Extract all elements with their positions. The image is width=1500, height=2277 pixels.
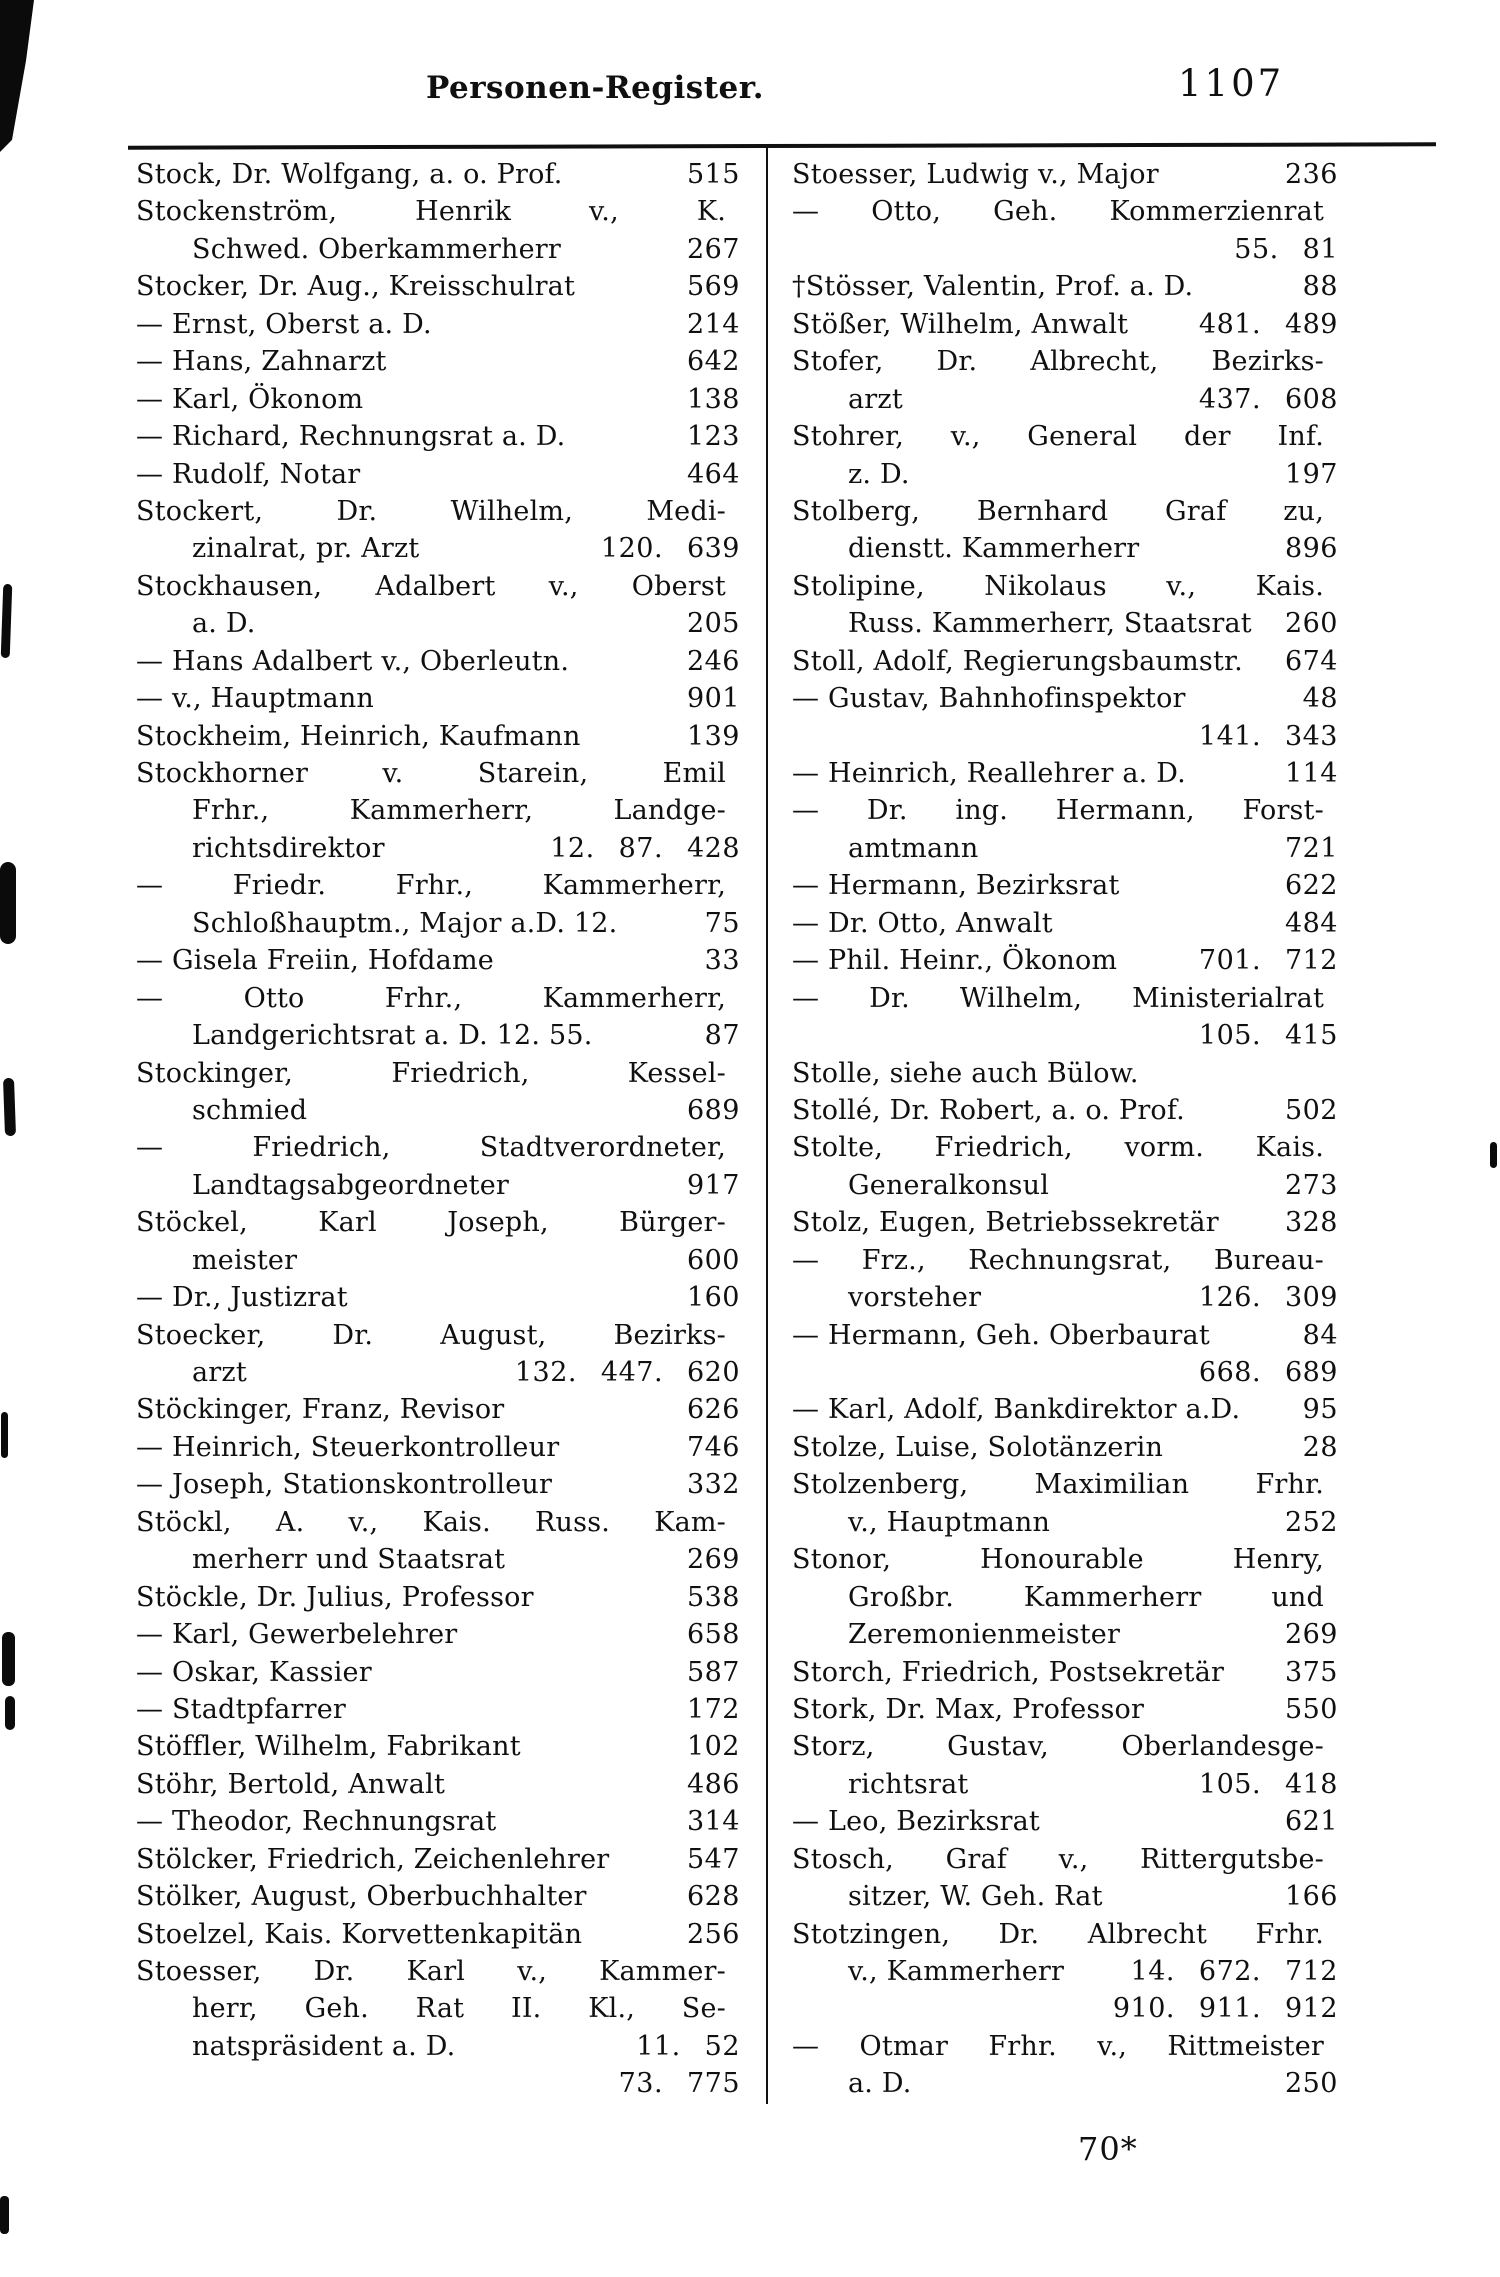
- scan-artifact: [0, 862, 16, 944]
- index-entry-line: [792, 1616, 1338, 1653]
- index-entry-line: [136, 1504, 740, 1541]
- entry-text: — Frz., Rechnungsrat, Bureau-: [792, 1244, 1324, 1276]
- entry-pages: 88: [1302, 271, 1338, 303]
- index-entry-line: [792, 680, 1338, 717]
- entry-text: Stolz, Eugen, Betriebssekretär: [792, 1207, 1219, 1239]
- index-entry-line: [136, 381, 740, 418]
- entry-text: — Otto, Geh. Kommerzienrat: [792, 196, 1324, 228]
- entry-pages: 33: [704, 945, 740, 977]
- entry-pages: 75: [704, 907, 740, 939]
- entry-pages: 84: [1302, 1319, 1338, 1351]
- entry-text: — Heinrich, Reallehrer a. D.: [792, 758, 1186, 789]
- index-entry-line: [792, 2028, 1338, 2065]
- scan-artifact: [0, 2196, 9, 2234]
- index-entry-line: [136, 1916, 740, 1953]
- entry-pages: 269: [1284, 1619, 1338, 1651]
- entry-pages: 668. 689: [1198, 1357, 1338, 1388]
- scan-artifact: [3, 1078, 16, 1136]
- index-entry-line: [792, 718, 1338, 755]
- entry-text: Stölker, August, Oberbuchhalter: [136, 1881, 587, 1913]
- index-entry-line: [792, 980, 1338, 1017]
- entry-text: zinalrat, pr. Arzt: [192, 533, 420, 565]
- index-entry-line: [136, 1391, 740, 1428]
- entry-pages: 205: [686, 608, 740, 640]
- entry-text: Stößer, Wilhelm, Anwalt: [792, 308, 1129, 340]
- entry-pages: 674: [1284, 645, 1338, 677]
- entry-pages: 160: [686, 1282, 740, 1314]
- entry-text: — v., Hauptmann: [136, 683, 375, 715]
- entry-text: Stofer, Dr. Albrecht, Bezirks-: [792, 346, 1324, 378]
- entry-text: Schwed. Oberkammerherr: [192, 233, 561, 265]
- entry-pages: 236: [1284, 159, 1338, 190]
- entry-text: Schloßhauptm., Major a.D. 12.: [192, 907, 618, 939]
- entry-pages: 587: [686, 1656, 740, 1688]
- index-entry-line: [136, 1878, 740, 1915]
- entry-text: Stolte, Friedrich, vorm. Kais.: [792, 1132, 1324, 1164]
- index-entry-line: [792, 1204, 1338, 1241]
- index-entry-line: [792, 1728, 1338, 1765]
- entry-pages: 166: [1284, 1881, 1338, 1913]
- entry-text: — Dr., Justizrat: [136, 1282, 348, 1314]
- entry-pages: 11. 52: [636, 2030, 740, 2062]
- entry-pages: 642: [686, 346, 740, 378]
- index-entry-line: [136, 1766, 740, 1803]
- index-entry-line: [792, 1317, 1338, 1354]
- entry-text: — Dr. Otto, Anwalt: [792, 907, 1053, 939]
- index-entry-line: [136, 1354, 740, 1391]
- entry-text: richtsrat: [848, 1768, 969, 1800]
- entry-text: Stöckel, Karl Joseph, Bürger-: [136, 1207, 726, 1239]
- index-entry-line: [136, 980, 740, 1017]
- entry-pages: 515: [686, 159, 740, 190]
- index-entry-line: [792, 605, 1338, 642]
- entry-text: — Hans, Zahnarzt: [136, 346, 387, 378]
- entry-text: Stölcker, Friedrich, Zeichenlehrer: [136, 1843, 610, 1875]
- entry-text: Stoelzel, Kais. Korvettenkapitän: [136, 1918, 583, 1950]
- entry-pages: 269: [686, 1544, 740, 1576]
- entry-pages: 502: [1284, 1094, 1338, 1126]
- entry-text: Stockhorner v. Starein, Emil: [136, 758, 726, 789]
- index-entry-line: [136, 1055, 740, 1092]
- index-entry-line: [136, 493, 740, 530]
- index-entry-line: [136, 568, 740, 605]
- entry-pages: 246: [686, 645, 740, 677]
- entry-text: Stolberg, Bernhard Graf zu,: [792, 495, 1324, 527]
- entry-pages: 114: [1284, 758, 1338, 789]
- entry-pages: 486: [686, 1768, 740, 1800]
- entry-pages: 256: [686, 1918, 740, 1950]
- index-entry-line: [136, 268, 740, 305]
- entry-pages: 105. 415: [1198, 1020, 1338, 1052]
- entry-text: — Richard, Rechnungsrat a. D.: [136, 421, 566, 453]
- entry-text: — Stadtpfarrer: [136, 1693, 347, 1725]
- index-entry-line: [792, 1129, 1338, 1166]
- index-entry-line: [136, 792, 740, 829]
- index-entry-line: [136, 942, 740, 979]
- index-entry-line: [136, 1167, 740, 1204]
- entry-text: richtsdirektor: [192, 832, 385, 864]
- index-entry-line: [792, 156, 1338, 193]
- entry-pages: 102: [686, 1731, 740, 1763]
- entry-pages: 314: [686, 1806, 740, 1838]
- entry-text: — Oskar, Kassier: [136, 1656, 372, 1688]
- entry-pages: 600: [686, 1244, 740, 1276]
- entry-pages: 252: [1284, 1506, 1338, 1538]
- entry-pages: 132. 447. 620: [514, 1357, 740, 1388]
- entry-pages: 126. 309: [1198, 1282, 1338, 1314]
- entry-text: Stockheim, Heinrich, Kaufmann: [136, 720, 581, 752]
- signature-mark: 70*: [1078, 2130, 1138, 2168]
- index-entry-line: [136, 343, 740, 380]
- index-entry-line: [136, 1279, 740, 1316]
- index-entry-line: [792, 1391, 1338, 1428]
- index-entry-line: [792, 418, 1338, 455]
- entry-text: a. D.: [192, 608, 256, 640]
- index-entry-line: [136, 718, 740, 755]
- entry-pages: 197: [1284, 458, 1338, 490]
- index-entry-line: [792, 1766, 1338, 1803]
- entry-text: arzt: [192, 1357, 247, 1388]
- index-entry-line: [136, 2028, 740, 2065]
- entry-pages: 172: [686, 1693, 740, 1725]
- index-entry-line: [792, 643, 1338, 680]
- entry-text: — Phil. Heinr., Ökonom: [792, 945, 1118, 977]
- entry-text: Stöckinger, Franz, Revisor: [136, 1394, 505, 1426]
- index-entry-line: [136, 1429, 740, 1466]
- entry-pages: 95: [1302, 1394, 1338, 1426]
- index-entry-line: [792, 306, 1338, 343]
- index-entry-line: [792, 1878, 1338, 1915]
- entry-text: Storch, Friedrich, Postsekretär: [792, 1656, 1225, 1688]
- entry-text: — Hermann, Geh. Oberbaurat: [792, 1319, 1210, 1351]
- entry-text: merherr und Staatsrat: [192, 1544, 506, 1576]
- entry-text: Stolle, siehe auch Bülow.: [792, 1057, 1139, 1089]
- index-entry-line: [136, 1092, 740, 1129]
- index-entry-line: [136, 605, 740, 642]
- entry-pages: 910. 911. 912: [1112, 1993, 1338, 2025]
- index-entry-line: [792, 1017, 1338, 1054]
- index-entry-line: [792, 1953, 1338, 1990]
- entry-text: — Karl, Ökonom: [136, 383, 364, 415]
- entry-text: — Gisela Freiin, Hofdame: [136, 945, 494, 977]
- entry-text: — Rudolf, Notar: [136, 458, 361, 490]
- index-entry-line: [136, 1990, 740, 2027]
- entry-text: — Karl, Gewerbelehrer: [136, 1619, 458, 1651]
- index-entry-line: [136, 1129, 740, 1166]
- index-entry-line: [136, 1803, 740, 1840]
- entry-text: Stoesser, Dr. Karl v., Kammer-: [136, 1956, 726, 1987]
- entry-pages: 484: [1284, 907, 1338, 939]
- entry-text: — Theodor, Rechnungsrat: [136, 1806, 497, 1838]
- index-entry-line: [792, 1841, 1338, 1878]
- entry-text: — Dr. Wilhelm, Ministerialrat: [792, 982, 1324, 1014]
- entry-pages: 328: [1284, 1207, 1338, 1239]
- entry-text: meister: [192, 1244, 298, 1276]
- index-entry-line: [136, 231, 740, 268]
- column-right: [792, 156, 1338, 2103]
- entry-pages: 267: [686, 233, 740, 265]
- index-entry-line: [792, 1504, 1338, 1541]
- entry-pages: 55. 81: [1234, 233, 1338, 265]
- index-entry-line: [792, 231, 1338, 268]
- entry-pages: 569: [686, 271, 740, 303]
- index-entry-line: [792, 755, 1338, 792]
- scan-artifact: [1490, 1142, 1497, 1168]
- index-entry-line: [792, 193, 1338, 230]
- index-entry-line: [792, 1541, 1338, 1578]
- index-entry-line: [792, 2065, 1338, 2102]
- scan-artifact: [5, 1696, 15, 1730]
- entry-pages: 73. 775: [618, 2068, 740, 2100]
- entry-text: Russ. Kammerherr, Staatsrat: [848, 608, 1252, 640]
- entry-text: Stoesser, Ludwig v., Major: [792, 159, 1159, 190]
- entry-text: — Otto Frhr., Kammerherr,: [136, 982, 726, 1014]
- index-entry-line: [136, 156, 740, 193]
- index-entry-line: [792, 1354, 1338, 1391]
- index-entry-line: [792, 1691, 1338, 1728]
- index-entry-line: [792, 343, 1338, 380]
- entry-text: Storz, Gustav, Oberlandesge-: [792, 1731, 1324, 1763]
- entry-pages: 332: [686, 1469, 740, 1501]
- entry-pages: 139: [686, 720, 740, 752]
- entry-text: — Friedrich, Stadtverordneter,: [136, 1132, 726, 1164]
- entry-pages: 628: [686, 1881, 740, 1913]
- entry-text: Generalkonsul: [848, 1169, 1050, 1201]
- entry-text: Stolipine, Nikolaus v., Kais.: [792, 570, 1324, 602]
- scan-artifact: [1, 1412, 8, 1458]
- index-entry-line: [136, 867, 740, 904]
- index-entry-line: [792, 867, 1338, 904]
- entry-text: schmied: [192, 1094, 308, 1126]
- entry-text: Stotzingen, Dr. Albrecht Frhr.: [792, 1918, 1324, 1950]
- entry-pages: 701. 712: [1198, 945, 1338, 977]
- entry-text: z. D.: [848, 458, 910, 490]
- index-entry-line: [136, 1579, 740, 1616]
- index-entry-line: [792, 493, 1338, 530]
- entry-text: Stock, Dr. Wolfgang, a. o. Prof.: [136, 159, 563, 190]
- entry-text: Stoll, Adolf, Regierungsbaumstr.: [792, 645, 1243, 677]
- entry-pages: 138: [686, 383, 740, 415]
- index-entry-line: [792, 268, 1338, 305]
- entry-text: Stohrer, v., General der Inf.: [792, 421, 1324, 453]
- scan-artifact: [1, 584, 13, 658]
- entry-text: — Friedr. Frhr., Kammerherr,: [136, 870, 726, 902]
- index-entry-line: [136, 306, 740, 343]
- entry-text: Stockert, Dr. Wilhelm, Medi-: [136, 495, 726, 527]
- entry-pages: 105. 418: [1198, 1768, 1338, 1800]
- index-entry-line: [136, 1017, 740, 1054]
- entry-pages: 12. 87. 428: [550, 832, 740, 864]
- index-entry-line: [792, 1092, 1338, 1129]
- entry-text: — Dr. ing. Hermann, Forst-: [792, 795, 1324, 827]
- entry-text: v., Hauptmann: [848, 1506, 1051, 1538]
- entry-pages: 273: [1284, 1169, 1338, 1201]
- page-header-title: Personen-Register.: [426, 70, 765, 106]
- entry-pages: 621: [1284, 1806, 1338, 1838]
- index-entry-line: [792, 1466, 1338, 1503]
- index-entry-line: [792, 942, 1338, 979]
- entry-pages: 547: [686, 1843, 740, 1875]
- entry-text: Zeremonienmeister: [848, 1619, 1121, 1651]
- entry-text: a. D.: [848, 2068, 912, 2100]
- entry-text: Stöhr, Bertold, Anwalt: [136, 1768, 445, 1800]
- entry-text: Stöckle, Dr. Julius, Professor: [136, 1581, 534, 1613]
- entry-pages: 214: [686, 308, 740, 340]
- index-entry-line: [136, 1953, 740, 1990]
- entry-text: — Hermann, Bezirksrat: [792, 870, 1120, 902]
- index-entry-line: [792, 381, 1338, 418]
- entry-pages: 28: [1302, 1431, 1338, 1463]
- entry-pages: 260: [1284, 608, 1338, 640]
- entry-text: — Gustav, Bahnhofinspektor: [792, 683, 1186, 715]
- entry-pages: 658: [686, 1619, 740, 1651]
- entry-text: Stöckl, A. v., Kais. Russ. Kam-: [136, 1506, 726, 1538]
- index-entry-line: [136, 1691, 740, 1728]
- entry-pages: 721: [1284, 832, 1338, 864]
- entry-text: Landgerichtsrat a. D. 12. 55.: [192, 1020, 593, 1052]
- index-entry-line: [792, 568, 1338, 605]
- index-entry-line: [792, 1990, 1338, 2027]
- index-entry-line: [792, 530, 1338, 567]
- index-entry-line: [136, 1654, 740, 1691]
- entry-pages: 917: [686, 1169, 740, 1201]
- entry-text: Stocker, Dr. Aug., Kreisschulrat: [136, 271, 576, 303]
- entry-text: Stockinger, Friedrich, Kessel-: [136, 1057, 726, 1089]
- index-entry-line: [792, 1916, 1338, 1953]
- entry-text: herr, Geh. Rat II. Kl., Se-: [192, 1993, 726, 2025]
- index-entry-line: [136, 1841, 740, 1878]
- entry-pages: 622: [1284, 870, 1338, 902]
- index-entry-line: [136, 755, 740, 792]
- entry-pages: 901: [686, 683, 740, 715]
- entry-pages: 538: [686, 1581, 740, 1613]
- entry-text: sitzer, W. Geh. Rat: [848, 1881, 1103, 1913]
- entry-pages: 14. 672. 712: [1130, 1956, 1338, 1987]
- index-entry-line: [136, 1466, 740, 1503]
- entry-text: — Karl, Adolf, Bankdirektor a.D.: [792, 1394, 1241, 1426]
- entry-pages: 481. 489: [1198, 308, 1338, 340]
- index-entry-line: [136, 2065, 740, 2102]
- entry-text: Stöffler, Wilhelm, Fabrikant: [136, 1731, 521, 1763]
- index-entry-line: [136, 680, 740, 717]
- index-entry-line: [136, 643, 740, 680]
- column-divider: [766, 148, 768, 2104]
- entry-pages: 375: [1284, 1656, 1338, 1688]
- entry-text: Stonor, Honourable Henry,: [792, 1544, 1324, 1576]
- index-entry-line: [792, 1654, 1338, 1691]
- entry-text: Stockhausen, Adalbert v., Oberst: [136, 570, 726, 602]
- entry-text: — Hans Adalbert v., Oberleutn.: [136, 645, 570, 677]
- entry-pages: 120. 639: [600, 533, 740, 565]
- entry-pages: 250: [1284, 2068, 1338, 2100]
- entry-text: Stolze, Luise, Solotänzerin: [792, 1431, 1164, 1463]
- entry-text: — Ernst, Oberst a. D.: [136, 308, 432, 340]
- entry-text: Großbr. Kammerherr und: [848, 1581, 1324, 1613]
- index-entry-line: [792, 456, 1338, 493]
- index-entry-line: [792, 1579, 1338, 1616]
- entry-text: — Leo, Bezirksrat: [792, 1806, 1040, 1838]
- entry-text: Landtagsabgeordneter: [192, 1169, 509, 1201]
- entry-pages: 689: [686, 1094, 740, 1126]
- entry-text: Stork, Dr. Max, Professor: [792, 1693, 1145, 1725]
- index-entry-line: [136, 456, 740, 493]
- index-entry-line: [792, 1242, 1338, 1279]
- entry-text: — Heinrich, Steuerkontrolleur: [136, 1431, 560, 1463]
- entry-text: Frhr., Kammerherr, Landge-: [192, 795, 726, 827]
- entry-text: dienstt. Kammerherr: [848, 533, 1140, 565]
- entry-text: Stosch, Graf v., Rittergutsbe-: [792, 1843, 1324, 1875]
- entry-pages: 141. 343: [1198, 720, 1338, 752]
- entry-text: vorsteher: [848, 1282, 982, 1314]
- index-entry-line: [792, 792, 1338, 829]
- column-left: [136, 156, 740, 2103]
- entry-text: arzt: [848, 383, 903, 415]
- entry-text: Stockenström, Henrik v., K.: [136, 196, 726, 228]
- entry-pages: 123: [686, 421, 740, 453]
- entry-pages: 626: [686, 1394, 740, 1426]
- entry-pages: 437. 608: [1198, 383, 1338, 415]
- entry-pages: 550: [1284, 1693, 1338, 1725]
- index-entry-line: [136, 1204, 740, 1241]
- entry-pages: 464: [686, 458, 740, 490]
- index-entry-line: [136, 1242, 740, 1279]
- entry-text: †Stösser, Valentin, Prof. a. D.: [792, 271, 1194, 303]
- entry-text: v., Kammerherr: [848, 1956, 1065, 1987]
- index-entry-line: [792, 1429, 1338, 1466]
- page-number: 1107: [1178, 62, 1285, 105]
- index-entry-line: [792, 905, 1338, 942]
- entry-text: Stollé, Dr. Robert, a. o. Prof.: [792, 1094, 1185, 1126]
- index-entry-line: [136, 1728, 740, 1765]
- entry-pages: 896: [1284, 533, 1338, 565]
- index-entry-line: [136, 1616, 740, 1653]
- index-entry-line: [136, 193, 740, 230]
- index-entry-line: [136, 830, 740, 867]
- scan-artifact: [2, 1632, 15, 1686]
- index-entry-line: [136, 418, 740, 455]
- entry-text: natspräsident a. D.: [192, 2030, 456, 2062]
- header-rule: [128, 142, 1436, 149]
- entry-text: Stoecker, Dr. August, Bezirks-: [136, 1319, 726, 1351]
- index-entry-line: [792, 1803, 1338, 1840]
- entry-pages: 746: [686, 1431, 740, 1463]
- entry-text: — Joseph, Stationskontrolleur: [136, 1469, 553, 1501]
- index-entry-line: [136, 905, 740, 942]
- index-entry-line: [136, 530, 740, 567]
- index-entry-line: [792, 830, 1338, 867]
- index-entry-line: [792, 1055, 1338, 1092]
- scan-artifact: [0, 0, 36, 152]
- index-entry-line: [136, 1317, 740, 1354]
- entry-text: — Otmar Frhr. v., Rittmeister: [792, 2030, 1324, 2062]
- entry-text: Stolzenberg, Maximilian Frhr.: [792, 1469, 1324, 1501]
- index-entry-line: [792, 1279, 1338, 1316]
- index-entry-line: [136, 1541, 740, 1578]
- entry-text: amtmann: [848, 832, 979, 864]
- entry-pages: 87: [704, 1020, 740, 1052]
- entry-pages: 48: [1302, 683, 1338, 715]
- index-entry-line: [792, 1167, 1338, 1204]
